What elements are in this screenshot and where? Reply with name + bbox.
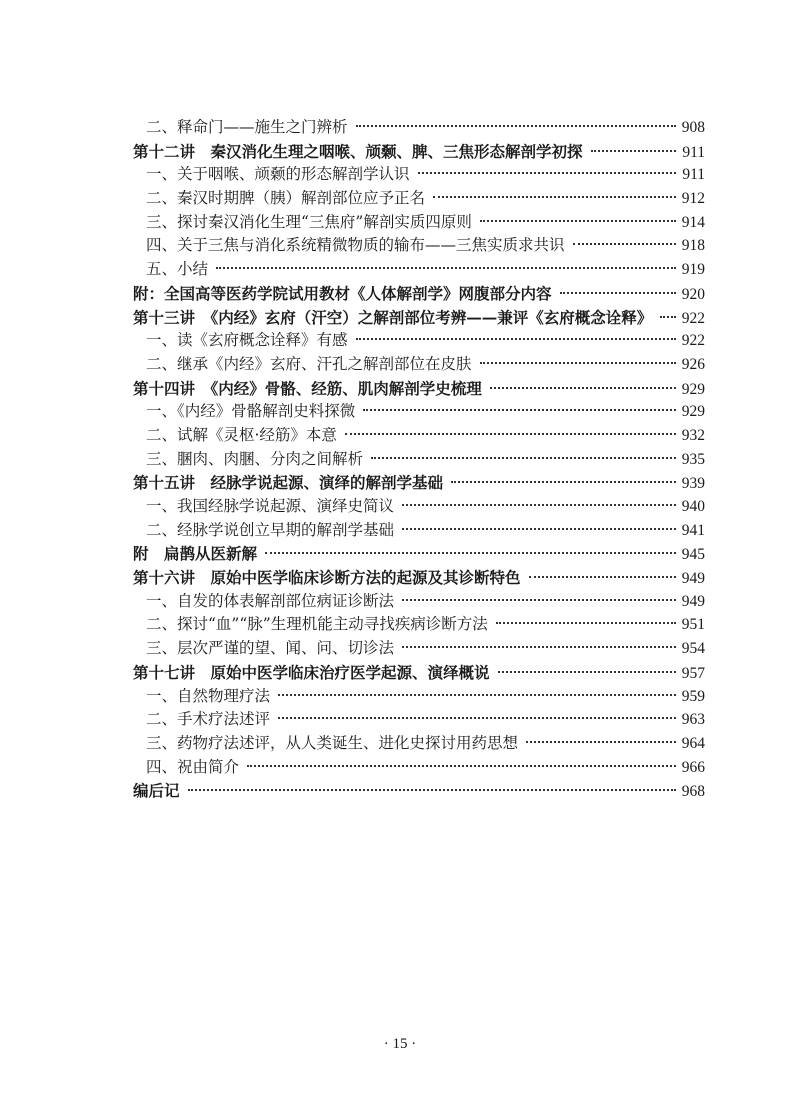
toc-section-entry <box>133 424 705 448</box>
toc-entry-page: 954 <box>681 640 705 658</box>
toc-dot-leader <box>278 717 676 719</box>
table-of-contents <box>133 116 705 803</box>
toc-section-entry <box>133 400 705 424</box>
toc-dot-leader <box>560 292 676 294</box>
toc-dot-leader <box>402 599 676 601</box>
toc-section-entry <box>133 732 705 756</box>
toc-entry-page: 912 <box>681 190 705 208</box>
toc-section-entry <box>133 613 705 637</box>
toc-entry-title: 四、祝由简介 <box>146 757 240 776</box>
toc-entry-title: 二、秦汉时期脾（胰）解剖部位应予正名 <box>146 189 426 208</box>
toc-entry-title: 二、继承《内经》玄府、汗孔之解剖部位在皮肤 <box>146 354 472 373</box>
toc-entry-page: 941 <box>681 521 705 539</box>
toc-dot-leader <box>345 433 676 435</box>
toc-dot-leader <box>188 789 676 791</box>
toc-chapter-entry <box>133 377 705 401</box>
toc-entry-page: 911 <box>682 143 705 161</box>
toc-section-entry <box>133 329 705 353</box>
toc-entry-title: 一、自发的体表解剖部位病证诊断法 <box>146 591 395 610</box>
toc-section-entry <box>133 495 705 519</box>
toc-dot-leader <box>526 741 676 743</box>
toc-section-entry <box>133 590 705 614</box>
toc-entry-title: 五、小结 <box>146 260 209 279</box>
toc-entry-page: 963 <box>681 711 705 729</box>
toc-dot-leader <box>216 267 676 269</box>
toc-entry-page: 968 <box>681 783 705 801</box>
toc-entry-title: 二、经脉学说创立早期的解剖学基础 <box>146 520 395 539</box>
toc-dot-leader <box>498 671 676 673</box>
toc-entry-title: 附：全国高等医药学院试用教材《人体解剖学》网腹部分内容 <box>133 283 552 303</box>
toc-dot-leader <box>265 552 676 554</box>
toc-section-entry <box>133 258 705 282</box>
toc-section-entry <box>133 187 705 211</box>
toc-dot-leader <box>418 172 677 174</box>
toc-section-entry <box>133 685 705 709</box>
toc-entry-page: 929 <box>681 403 705 421</box>
toc-entry-page: 949 <box>681 592 705 610</box>
toc-entry-page: 911 <box>682 166 705 184</box>
toc-dot-leader <box>356 338 676 340</box>
toc-chapter-entry <box>133 140 705 164</box>
toc-entry-page: 922 <box>681 309 705 327</box>
toc-entry-page: 939 <box>681 475 705 493</box>
toc-dot-leader <box>402 504 676 506</box>
toc-section-entry <box>133 448 705 472</box>
toc-entry-title: 二、释命门——施生之门辨析 <box>146 118 348 136</box>
toc-section-entry <box>133 637 705 661</box>
toc-entry-title: 二、探讨“血”“脉”生理机能主动寻找疾病诊断方法 <box>146 615 488 634</box>
toc-section-entry <box>133 708 705 732</box>
toc-entry-page: 922 <box>681 332 705 350</box>
toc-dot-leader <box>451 481 676 483</box>
toc-dot-leader <box>660 316 675 318</box>
toc-chapter-entry <box>133 471 705 495</box>
toc-dot-leader <box>247 765 676 767</box>
toc-entry-page: 914 <box>681 213 705 231</box>
toc-entry-title: 一、我国经脉学说起源、演绎史简议 <box>146 497 395 515</box>
toc-entry-title: 一、自然物理疗法 <box>146 686 271 705</box>
toc-dot-leader <box>573 243 676 245</box>
toc-entry-title: 附 扁鹊从医新解 <box>133 544 258 564</box>
toc-dot-leader <box>480 362 676 364</box>
toc-entry-title: 第十二讲 秦汉消化生理之咽喉、颃颡、脾、三焦形态解剖学初探 <box>133 141 583 161</box>
toc-entry-title: 一、《内经》骨骼解剖史料探微 <box>146 402 356 421</box>
toc-dot-leader <box>363 409 675 411</box>
toc-entry-title: 二、手术疗法述评 <box>146 710 271 729</box>
toc-chapter-entry <box>133 661 705 685</box>
toc-entry-title: 第十三讲 《内经》玄府（汗空）之解剖部位考辨——兼评《玄府概念诠释》 <box>133 307 653 327</box>
toc-entry-title: 一、关于咽喉、颃颡的形态解剖学认识 <box>146 165 410 184</box>
toc-entry-page: 920 <box>681 285 705 303</box>
toc-chapter-entry <box>133 779 705 803</box>
toc-entry-page: 957 <box>681 664 705 682</box>
toc-section-entry <box>133 756 705 780</box>
toc-dot-leader <box>278 694 676 696</box>
toc-section-entry <box>133 353 705 377</box>
toc-dot-leader <box>496 622 676 624</box>
toc-entry-title: 三、䐃肉、肉䐃、分肉之间解析 <box>146 449 364 468</box>
toc-chapter-entry <box>133 542 705 566</box>
toc-entry-title: 一、读《玄府概念诠释》有感 <box>146 331 348 350</box>
toc-entry-page: 959 <box>681 687 705 705</box>
toc-entry-title: 第十五讲 经脉学说起源、演绎的解剖学基础 <box>133 473 444 493</box>
toc-dot-leader <box>402 528 676 530</box>
toc-section-entry <box>133 519 705 543</box>
toc-entry-page: 918 <box>681 237 705 255</box>
toc-entry-page: 908 <box>681 119 705 136</box>
toc-entry-page: 945 <box>681 546 705 564</box>
toc-entry-page: 935 <box>681 450 705 468</box>
toc-dot-leader <box>371 457 676 459</box>
toc-entry-page: 940 <box>681 498 705 515</box>
toc-entry-page: 949 <box>681 570 705 588</box>
toc-entry-page: 951 <box>681 616 705 634</box>
toc-entry-page: 966 <box>681 758 705 776</box>
toc-entry-title: 编后记 <box>133 781 180 801</box>
toc-entry-title: 第十四讲 《内经》骨骼、经筋、肌肉解剖学史梳理 <box>133 378 482 398</box>
toc-entry-page: 929 <box>681 380 705 398</box>
toc-section-entry <box>133 163 705 187</box>
toc-entry-page: 919 <box>681 261 705 279</box>
toc-section-entry <box>133 234 705 258</box>
toc-section-entry <box>133 211 705 235</box>
toc-dot-leader <box>529 576 676 578</box>
toc-entry-page: 926 <box>681 355 705 373</box>
toc-entry-page: 964 <box>681 734 705 752</box>
toc-entry-page: 932 <box>681 426 705 444</box>
toc-entry-title: 四、关于三焦与消化系统精微物质的输布——三焦实质求共识 <box>146 236 565 255</box>
toc-dot-leader <box>356 125 676 127</box>
toc-section-entry <box>133 116 705 140</box>
toc-entry-title: 三、探讨秦汉消化生理“三焦府”解剖实质四原则 <box>146 212 472 231</box>
toc-chapter-entry <box>133 566 705 590</box>
toc-dot-leader <box>591 150 677 152</box>
toc-entry-title: 二、试解《灵枢·经筋》本意 <box>146 425 337 444</box>
toc-dot-leader <box>480 220 676 222</box>
toc-chapter-entry <box>133 306 705 330</box>
toc-dot-leader <box>433 196 676 198</box>
toc-entry-title: 三、药物疗法述评，从人类诞生、进化史探讨用药思想 <box>146 733 519 752</box>
page-number: · 15 · <box>383 1036 417 1052</box>
toc-chapter-entry <box>133 282 705 306</box>
toc-dot-leader <box>490 387 676 389</box>
toc-dot-leader <box>402 646 676 648</box>
toc-entry-title: 第十六讲 原始中医学临床诊断方法的起源及其诊断特色 <box>133 568 521 588</box>
toc-entry-title: 三、层次严谨的望、闻、问、切诊法 <box>146 639 395 658</box>
toc-entry-title: 第十七讲 原始中医学临床治疗医学起源、演绎概说 <box>133 662 490 682</box>
